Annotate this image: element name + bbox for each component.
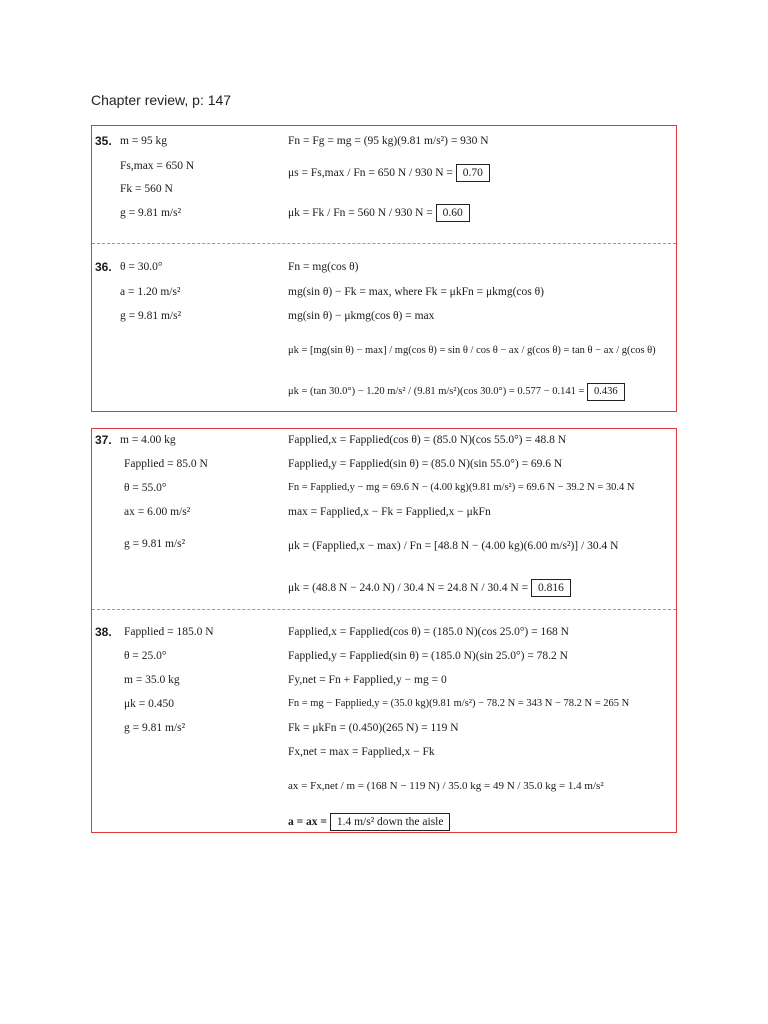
answer-35-mus: 0.70 (456, 164, 490, 182)
problem-number-35: 35. (95, 134, 112, 148)
given-38-mass: m = 35.0 kg (124, 674, 180, 686)
equation-38-4: Fn = mg − Fapplied,y = (35.0 kg)(9.81 m/s²) − 78.2 N = 343 N − 78.2 N = 265 N (288, 698, 630, 709)
given-36-g: g = 9.81 m/s² (120, 310, 182, 322)
answer-37: 0.816 (531, 579, 571, 597)
given-36-a: a = 1.20 m/s² (120, 286, 181, 298)
equation-38-final: a = ax = 1.4 m/s² down the aisle (288, 813, 450, 831)
page-header: Chapter review, p: 147 (91, 92, 232, 108)
problem-number-36: 36. (95, 260, 112, 274)
equation-35-muk: μk = Fk / Fn = 560 N / 930 N = 0.60 (288, 204, 470, 222)
given-35-g: g = 9.81 m/s² (120, 207, 182, 219)
given-37-ax: ax = 6.00 m/s² (124, 506, 191, 518)
problem-divider (92, 609, 676, 610)
given-36-theta: θ = 30.0° (120, 261, 163, 273)
problem-number-37: 37. (95, 433, 112, 447)
equation-36-3: mg(sin θ) − μkmg(cos θ) = max (288, 310, 435, 322)
equation-38-2: Fapplied,y = Fapplied(sin θ) = (185.0 N)(sin 25.0°) = 78.2 N (288, 650, 568, 662)
given-37-theta: θ = 55.0° (124, 482, 167, 494)
given-38-g: g = 9.81 m/s² (124, 722, 186, 734)
solutions-box-37-38 (91, 428, 677, 833)
equation-38-5: Fk = μkFn = (0.450)(265 N) = 119 N (288, 722, 459, 734)
equation-37-final: μk = (48.8 N − 24.0 N) / 30.4 N = 24.8 N / 30.4 N = 0.816 (288, 579, 571, 597)
equation-38-6: Fx,net = max = Fapplied,x − Fk (288, 746, 435, 758)
given-38-muk: μk = 0.450 (124, 698, 175, 710)
given-37-mass: m = 4.00 kg (120, 434, 176, 446)
equation-37-4: max = Fapplied,x − Fk = Fapplied,x − μkFn (288, 506, 491, 518)
equation-35-mus: μs = Fs,max / Fn = 650 N / 930 N = 0.70 (288, 164, 490, 182)
answer-35-muk: 0.60 (436, 204, 470, 222)
solutions-box-35-36 (91, 125, 677, 412)
problem-number-38: 38. (95, 625, 112, 639)
given-37-g: g = 9.81 m/s² (124, 538, 186, 550)
equation-35-normal-force: Fn = Fg = mg = (95 kg)(9.81 m/s²) = 930 N (288, 135, 489, 147)
answer-36: 0.436 (587, 383, 625, 401)
equation-38-1: Fapplied,x = Fapplied(cos θ) = (185.0 N)(cos 25.0°) = 168 N (288, 626, 569, 638)
equation-38-7: ax = Fx,net / m = (168 N − 119 N) / 35.0 kg = 49 N / 35.0 kg = 1.4 m/s² (288, 780, 604, 792)
given-35-mass: m = 95 kg (120, 135, 168, 147)
given-35-fsmax: Fs,max = 650 N (120, 160, 195, 172)
equation-37-3: Fn = Fapplied,y − mg = 69.6 N − (4.00 kg)(9.81 m/s²) = 69.6 N − 39.2 N = 30.4 N (288, 482, 635, 493)
problem-divider (92, 243, 676, 244)
equation-36-final: μk = (tan 30.0°) − 1.20 m/s² / (9.81 m/s²)(cos 30.0°) = 0.577 − 0.141 = 0.436 (288, 383, 625, 401)
equation-36-2: mg(sin θ) − Fk = max, where Fk = μkFn = μkmg(cos θ) (288, 286, 544, 298)
given-37-fapplied: Fapplied = 85.0 N (124, 458, 208, 470)
given-35-fk: Fk = 560 N (120, 183, 173, 195)
given-38-theta: θ = 25.0° (124, 650, 167, 662)
equation-38-3: Fy,net = Fn + Fapplied,y − mg = 0 (288, 674, 447, 686)
equation-37-2: Fapplied,y = Fapplied(sin θ) = (85.0 N)(sin 55.0°) = 69.6 N (288, 458, 563, 470)
equation-37-5: μk = (Fapplied,x − max) / Fn = [48.8 N − (4.00 kg)(6.00 m/s²)] / 30.4 N (288, 540, 619, 552)
equation-36-1: Fn = mg(cos θ) (288, 261, 359, 273)
answer-38: 1.4 m/s² down the aisle (330, 813, 451, 831)
equation-36-4: μk = [mg(sin θ) − max] / mg(cos θ) = sin θ / cos θ − ax / g(cos θ) = tan θ − ax / g(cos θ) (288, 345, 656, 356)
equation-37-1: Fapplied,x = Fapplied(cos θ) = (85.0 N)(cos 55.0°) = 48.8 N (288, 434, 567, 446)
given-38-fapplied: Fapplied = 185.0 N (124, 626, 214, 638)
